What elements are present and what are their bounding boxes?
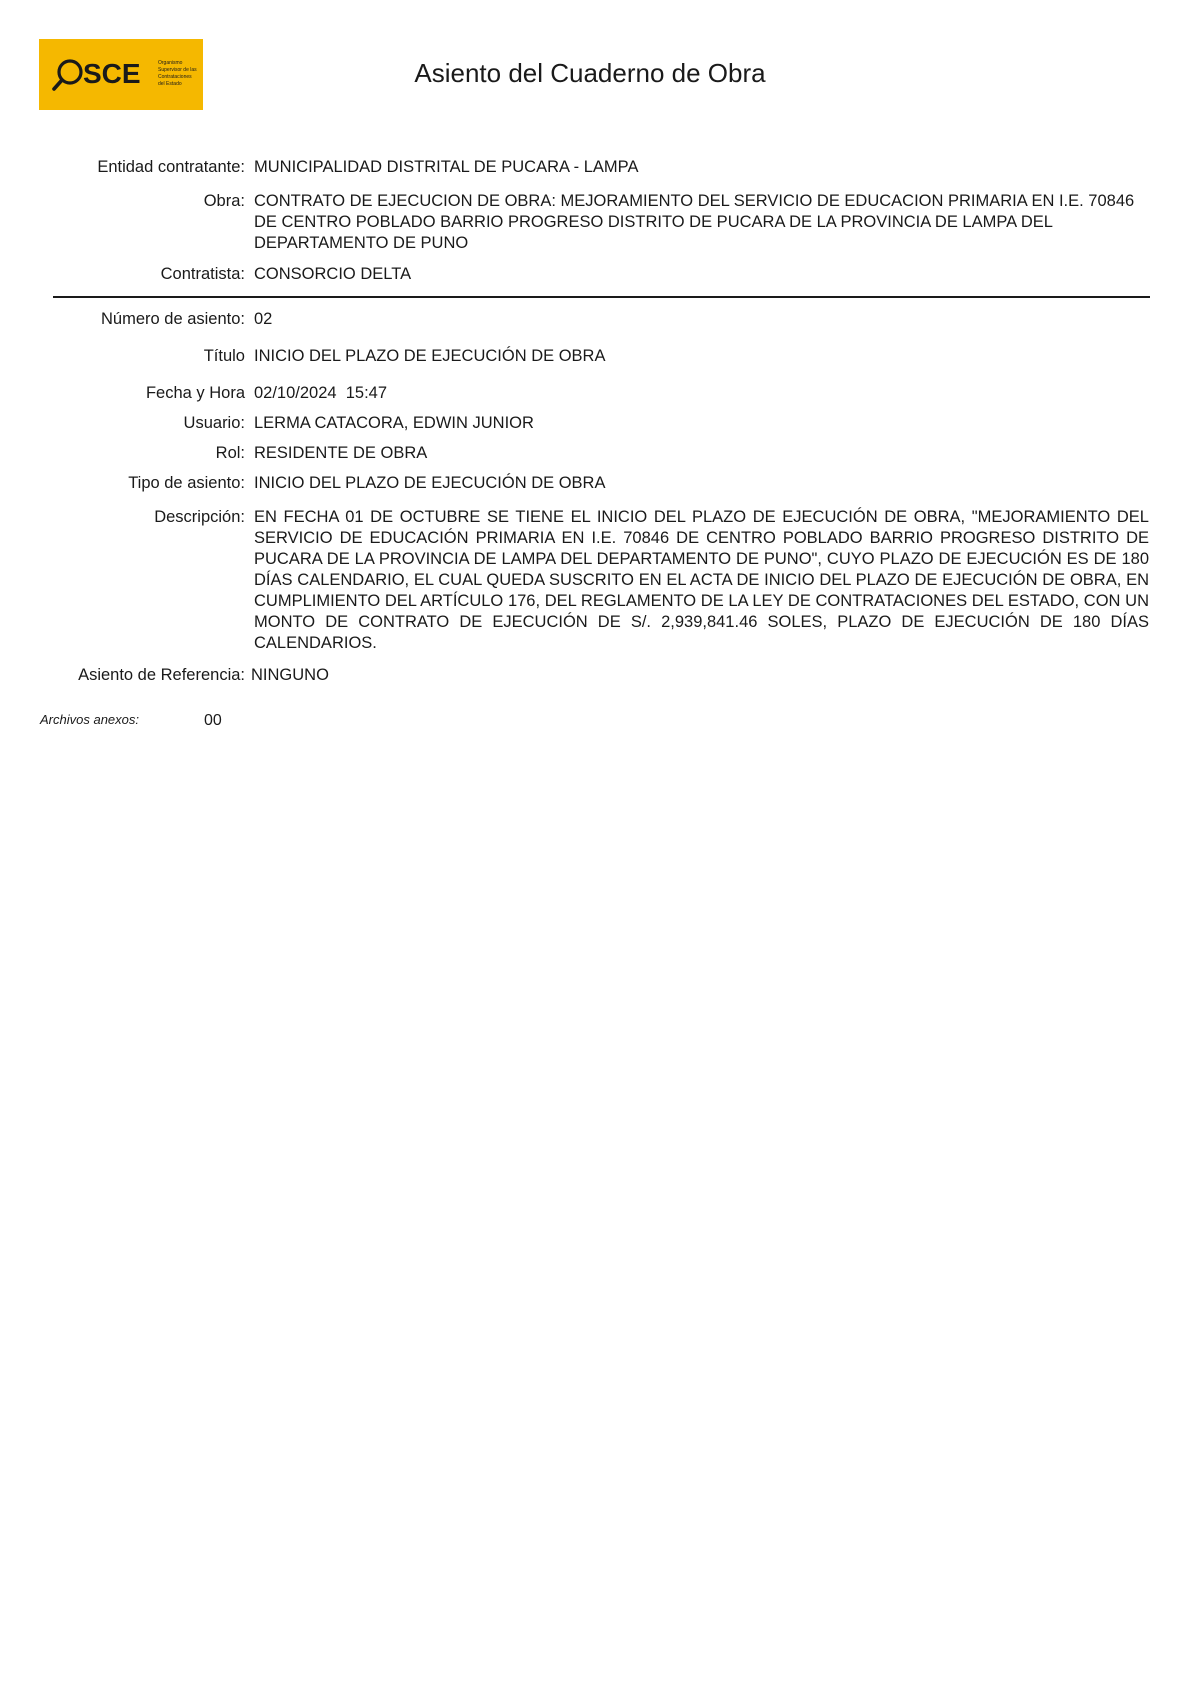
fecha-value: 02/10/2024 15:47 [254, 384, 388, 402]
usuario-label: Usuario: [183, 414, 245, 432]
entidad-value: MUNICIPALIDAD DISTRITAL DE PUCARA - LAMPA [254, 158, 639, 176]
anexos-label: Archivos anexos: [40, 712, 139, 727]
logo-subtext-line: del Estado [158, 81, 182, 87]
titulo-value: INICIO DEL PLAZO DE EJECUCIÓN DE OBRA [254, 347, 606, 365]
logo-subtext-line: Contrataciones [158, 74, 192, 80]
descripcion-value: EN FECHA 01 DE OCTUBRE SE TIENE EL INICIO DEL PLAZO DE EJECUCIÓN DE OBRA, "MEJORAMIENTO DEL SERVICIO DE EDUCACIÓN PRIMARIA EN I.E. 70846 DE CENTRO POBLADO BARRIO PROGRESO DISTRITO DE PUCARA DE LA PROVINCIA DE LAMPA DEL DEPARTAMENTO DE PUNO", CUYO PLAZO DE EJECUCIÓN ES DE 180 DÍAS CALENDARIO, EL CUAL QUEDA SUSCRITO EN EL ACTA DE INICIO DEL PLAZO DE EJECUCIÓN DE OBRA, EN CUMPLIMIENTO DEL ARTÍCULO 176, DEL REGLAMENTO DE LA LEY DE CONTRATACIONES DEL ESTADO, CON UN MONTO DE CONTRATO DE EJECUCIÓN DE S/. 2,939,841.46 SOLES, PLAZO DE EJECUCIÓN DE 180 DÍAS CALENDARIOS. [254, 508, 1149, 652]
obra-label: Obra: [203, 192, 245, 210]
document-title: Asiento del Cuaderno de Obra [414, 58, 766, 88]
rol-value: RESIDENTE DE OBRA [254, 444, 428, 462]
referencia-value: NINGUNO [251, 666, 329, 684]
numero-label: Número de asiento: [101, 310, 245, 328]
contratista-label: Contratista: [160, 265, 245, 283]
logo-subtext-line: Supervisor de las [158, 67, 197, 73]
tipo-label: Tipo de asiento: [128, 474, 245, 492]
contratista-value: CONSORCIO DELTA [254, 265, 412, 283]
titulo-label: Título [203, 347, 245, 365]
osce-logo [39, 39, 203, 110]
osce-logo-graphic [39, 39, 203, 110]
fecha-label: Fecha y Hora [145, 384, 245, 402]
anexos-value: 00 [204, 712, 222, 729]
logo-subtext-line: Organismo [158, 60, 183, 66]
obra-value: CONTRATO DE EJECUCION DE OBRA: MEJORAMIENTO DEL SERVICIO DE EDUCACION PRIMARIA EN I.E. 70846 DE CENTRO POBLADO BARRIO PROGRESO DISTRITO DE PUCARA DE LA PROVINCIA DE LAMPA DEL DEPARTAMENTO DE PUNO [254, 192, 1135, 252]
section-divider [53, 296, 1150, 298]
logo-text: SCE [83, 58, 141, 89]
tipo-value: INICIO DEL PLAZO DE EJECUCIÓN DE OBRA [254, 474, 606, 492]
numero-value: 02 [254, 310, 273, 328]
rol-label: Rol: [215, 444, 245, 462]
referencia-label: Asiento de Referencia: [78, 666, 245, 684]
usuario-value: LERMA CATACORA, EDWIN JUNIOR [254, 414, 534, 432]
entidad-label: Entidad contratante: [97, 158, 245, 176]
descripcion-label: Descripción: [154, 508, 245, 526]
